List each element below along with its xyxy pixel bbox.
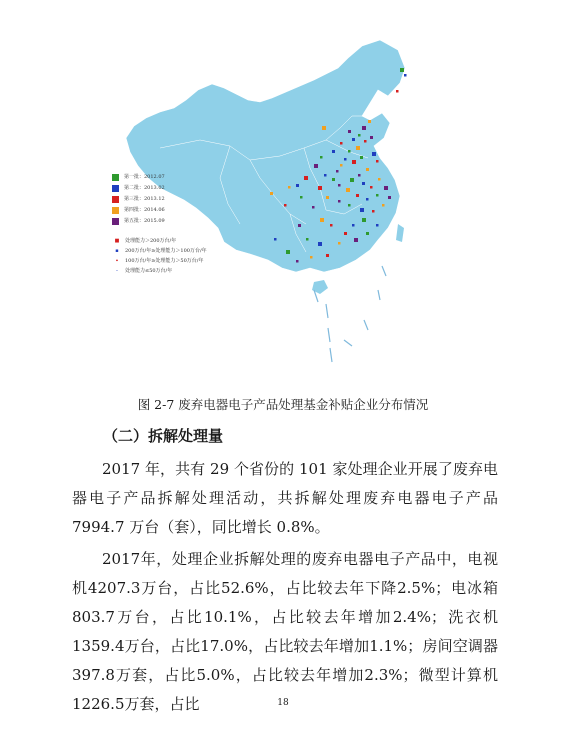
enterprise-marker [332, 178, 335, 181]
enterprise-marker [314, 164, 318, 168]
enterprise-marker [352, 224, 355, 227]
enterprise-marker [362, 126, 366, 130]
enterprise-marker [384, 186, 388, 190]
enterprise-marker [360, 208, 364, 212]
enterprise-marker [376, 194, 379, 197]
capacity-marker: ▪ [115, 248, 119, 254]
capacity-label: 处理能力＞200万台/年 [125, 238, 177, 244]
enterprise-marker [338, 200, 341, 203]
enterprise-marker [366, 232, 369, 235]
enterprise-marker [348, 130, 351, 133]
enterprise-marker [344, 158, 347, 161]
capacity-legend [112, 236, 207, 276]
enterprise-marker [366, 168, 369, 171]
enterprise-marker [370, 136, 373, 139]
capacity-marker: · [116, 268, 118, 274]
capacity-legend-item [112, 256, 207, 266]
enterprise-marker [296, 184, 299, 187]
enterprise-marker [358, 174, 361, 177]
legend-batch-2 [112, 183, 165, 194]
enterprise-marker [396, 90, 399, 93]
legend-label: 第二批：2013.02 [124, 185, 165, 191]
enterprise-marker [306, 238, 309, 241]
enterprise-marker [348, 150, 351, 153]
enterprise-marker [382, 204, 385, 207]
legend-label: 第五批：2015.09 [124, 218, 165, 224]
enterprise-marker [348, 204, 351, 207]
enterprise-marker [312, 206, 315, 209]
enterprise-marker [368, 120, 371, 123]
enterprise-marker [370, 186, 373, 189]
enterprise-marker [366, 198, 369, 201]
enterprise-marker [340, 142, 343, 145]
enterprise-marker [372, 210, 375, 213]
enterprise-marker [270, 192, 273, 195]
sea-boundary-lines [314, 266, 386, 362]
enterprise-marker [338, 242, 341, 245]
capacity-label: 200万台/年≥处理能力＞100万台/年 [125, 248, 207, 254]
enterprise-marker [304, 176, 308, 180]
enterprise-marker [346, 188, 350, 192]
enterprise-marker [364, 140, 367, 143]
enterprise-marker [274, 238, 277, 241]
enterprise-marker [338, 184, 341, 187]
enterprise-marker [352, 138, 355, 141]
paragraph: 2017年，处理企业拆解处理的废弃电器电子产品中，电视机4207.3万台，占比52.6%，占比较去年下降2.5%；电冰箱803.7万台，占比10.1%，占比较去年增加2.4%；洗衣机1359.4万台，占比17.0%，占比较去年增加1.1%；房间空调器397.8万套，占比5.0%，占比较去年增加2.3%；微型计算机1226.5万套，占比 [72, 550, 498, 713]
enterprise-marker [284, 204, 287, 207]
enterprise-marker [376, 224, 379, 227]
legend-batch-3 [112, 194, 165, 205]
enterprise-marker [318, 242, 322, 246]
page-number: 18 [277, 698, 289, 708]
enterprise-marker [322, 126, 326, 130]
enterprise-marker [344, 232, 347, 235]
enterprise-marker [326, 196, 329, 199]
capacity-legend-item [112, 266, 207, 276]
enterprise-marker [356, 146, 360, 150]
legend-batch-5 [112, 216, 165, 227]
legend-swatch [112, 174, 119, 181]
capacity-marker: ■ [114, 238, 120, 244]
enterprise-marker [300, 196, 303, 199]
enterprise-marker [330, 224, 333, 227]
enterprise-marker [352, 160, 356, 164]
section-heading: （二）拆解处理量 [103, 427, 224, 445]
enterprise-marker [326, 254, 329, 257]
legend-label: 第三批：2013.12 [124, 196, 165, 202]
paragraph: 2017 年，共有 29 个省份的 101 家处理企业开展了废弃电器电子产品拆解处理活动，共拆解处理废弃电器电子产品 7994.7 万台（套），同比增长 0.8%。 [72, 460, 498, 536]
legend-label: 第四批：2014.06 [124, 207, 165, 213]
enterprise-marker [362, 182, 365, 185]
enterprise-marker [324, 174, 327, 177]
enterprise-marker [318, 186, 322, 190]
legend-label: 第一批：2012.07 [124, 174, 165, 180]
legend-swatch [112, 207, 119, 214]
enterprise-marker [358, 134, 361, 137]
enterprise-marker [376, 160, 379, 163]
capacity-legend-item [112, 246, 207, 256]
enterprise-marker [332, 150, 335, 153]
enterprise-marker [340, 164, 343, 167]
taiwan-island [396, 224, 404, 242]
enterprise-marker [400, 68, 404, 72]
legend-batch-4 [112, 205, 165, 216]
enterprise-marker [356, 194, 359, 197]
enterprise-marker [378, 178, 381, 181]
enterprise-marker [296, 260, 299, 263]
legend-batch-1 [112, 172, 165, 183]
enterprise-marker [288, 186, 291, 189]
enterprise-marker [354, 238, 358, 242]
legend-swatch [112, 218, 119, 225]
enterprise-marker [286, 250, 290, 254]
capacity-marker: • [115, 258, 119, 264]
enterprise-marker [350, 178, 354, 182]
enterprise-marker [298, 224, 301, 227]
batch-legend [112, 172, 165, 227]
enterprise-marker [336, 170, 339, 173]
capacity-label: 处理能力≤50万台/年 [125, 268, 173, 274]
figure-caption: 图 2-7 废弃电器电子产品处理基金补贴企业分布情况 [137, 397, 429, 412]
enterprise-marker [320, 156, 323, 159]
enterprise-marker [372, 152, 376, 156]
enterprise-marker [320, 218, 324, 222]
capacity-legend-item [112, 236, 207, 246]
enterprise-marker [404, 74, 407, 77]
enterprise-marker [310, 256, 313, 259]
enterprise-marker [360, 156, 363, 159]
capacity-label: 100万台/年≥处理能力＞50万台/年 [125, 258, 204, 264]
legend-swatch [112, 196, 119, 203]
enterprise-marker [388, 196, 391, 199]
enterprise-marker [362, 218, 366, 222]
legend-swatch [112, 185, 119, 192]
